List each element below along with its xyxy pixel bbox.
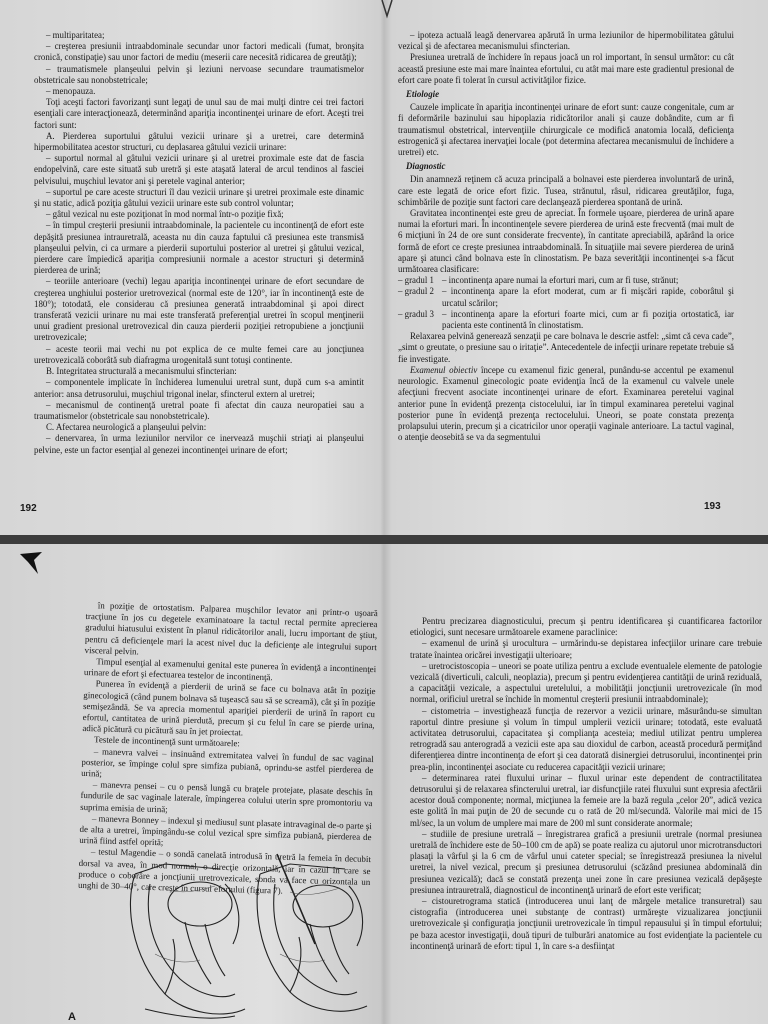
page-192-text-column (34, 30, 364, 485)
paragraph: – testul Magendie – o sondă canelată introdusă în uretră la femeia în decubit dorsal va avea, în mod normal, o direcţie orizontală, iar în cazul în care se produce o coborâre a joncţiunii uretrovezicale, sonda va face cu orizontala un unghi de 30–40°, care creşte în cursul efortului (figura 7). (77, 846, 372, 896)
paragraph: Punerea în evidenţă a pierderii de urină se face cu bolnava atât în poziţie ginecologică (când punem bolnava să tuşească sau să se screamă), cât şi în poziţie semişezândă. Se va aprecia momentul apariţiei pierderii de urină în raport cu efortul, cantitatea de urină pierdută, precum şi cu felul în care se pierde urina, adică picătură cu picătură sau în jet proiectat. (82, 678, 376, 738)
paragraph: – manevra pensei – cu o pensă lungă cu braţele protejate, plasate deschis în fundurile de sac vaginale laterale, împingerea colului uterin spre promontoriu va suprima emisia de urină; (80, 779, 373, 815)
exam-text: începe cu examenul fizic general, punându-se accentul pe examenul neurologic. Examenul ginecologic poate evidenţia încă de la examenul cu valvele unele afecţiuni frecvent asociate incontinenţei urinare de efort. Examinarea peretelui vaginal anterior pune în evidenţă prezenţa cistocelului, iar în timpul examinarea peretelui vaginal posterior pune în evidenţă prezenţa rectocelului. Uneori, se poate constata prezenţa prolapsului uterin, precum şi a cicatricilor unor operaţii vaginale anterioare. La tactul vaginal, o atenţie deosebită se va da segmentului (398, 364, 735, 443)
page-gap (0, 535, 768, 544)
torn-corner-mark (20, 550, 50, 576)
severity-grade-row (398, 275, 734, 286)
paragraph: – studiile de presiune uretrală – înregistrarea grafică a presiunii uretrale (normal presiunea uretrală de închidere este de 50–100 cm de apă) se poate realiza cu ajutorul unor microtransductori plasaţi la vârful şi la 6 cm de vârful unui cateter special; se înregistrează presiunea la nivelul uretrei, la nivel vezical, precum şi presiunea detrusorului (scăzând presiunea abdominală din presiunea vezicală); dacă se constată prezenţa unei zone în care presiunea vezicală depăşeşte presiunea intrauretrală, diagnosticul de incontinenţă urinară de efort este verificat; (410, 828, 762, 895)
list-item: – denervarea, în urma leziunilor nervilor ce inervează muşchii striaţi ai planşeului pelvine, este un factor esenţial al genezei incontinenţei urinare de efort; (34, 433, 364, 455)
figure-label-a: A (68, 1011, 76, 1023)
list-item: – creşterea presiunii intraabdominale secundar unor factori medicali (fumat, bronşita cronică, constipaţie) sau unor factori de mediu (meserii care necesită ridicarea de greutăţi); (34, 41, 364, 63)
paragraph: Timpul esenţial al examenului genital este punerea în evidenţă a incontinenţei urinare de efort şi efectuarea testelor de incontinenţă. (83, 656, 377, 683)
list-item: – mecanismul de continenţă uretral poate fi afectat din cauza neuropatiei sau a traumatismelor (obstetricale sau nonobstetricale). (34, 399, 364, 421)
list-item: – multiparitatea; (46, 30, 105, 40)
paragraph: – examenul de urină şi urocultura – urmărindu-se depistarea infecţiilor urinare care trebuie tratate înaintea oricărei investigaţii ulterioare; (410, 638, 762, 660)
grade-description: – incontinenţa apare numai la eforturi mari, cum ar fi tuse, strănut; (442, 275, 679, 286)
list-item: Toţi aceşti factori favorizanţi sunt legaţi de unul sau de mai mulţi dintre cei trei factori esenţiali care interacţionează, determinând apariţia incontinenţei urinare de efort. Aceşti trei factori sunt: (34, 97, 364, 130)
grade-label: – gradul 3 (398, 308, 434, 319)
left-lower-page (0, 544, 384, 1024)
left-lower-text-column (77, 600, 378, 896)
grade-description: – incontinenţa apare la efort moderat, cum ar fi mişcări rapide, coborâtul şi urcatul scărilor; (442, 286, 734, 308)
paragraph: – cistouretrograma statică (introducerea unui lanţ de mărgele metalice transuretral) sau cistografia (introducerea unei substanţe de contrast) urmăreşte vizualizarea joncţiunii uretrovezicale şi configuraţia joncţiunii uretrovezicale în timpul repausului şi în timpul efortului; pe baza acestor investigaţii, două tipuri de tulburări anatomice au fost evidenţiate la pacientele cu incontinenţă urinară de efort: tipul 1, în care s-a desfiinţat (410, 896, 762, 951)
factor-heading: B. Integritatea structurală a mecanismului sfincterian: (46, 366, 237, 377)
paragraph: – ipoteza actuală leagă denervarea apărută în urma leziunilor de hipermobilitatea gâtului vezical şi de afectarea mecanismului sfincterian. (398, 30, 734, 52)
list-item: – aceste teorii mai vechi nu pot explica de ce multe femei care au joncţiunea uretrovezicală coborâtă sub diafragma urogenitală sunt totuşi continente. (34, 343, 364, 365)
grade-description: – incontinenţa apare la eforturi foarte mici, cum ar fi poziţia ortostatică, iar pacienta este continentă în clinostatism. (442, 308, 734, 331)
clip-mark (380, 0, 394, 18)
paragraph: Presiunea uretrală de închidere în repaus joacă un rol important, în sensul următor: cu cât această presiune este mai mare înaintea efortului, cu atât mai mare este gradientul presional de efort care poate fi tolerat în cursul activităţilor fizice. (398, 52, 734, 85)
paragraph: – manevra valvei – insinuând extremitatea valvei în fundul de sac vaginal posterior, se împinge colul spre simfiza pubiană, oprindu-se astfel pierderea de urină; (81, 745, 374, 779)
list-item: – suportul normal al gâtului vezicii urinare şi al uretrei proximale este dat de fascia endopelvină, care este situată sub uretră şi este ataşată lateral de arcul tendinos al fasciei pelvisului, muşchiul levator ani şi peretele vaginal anterior; (34, 153, 364, 186)
page-193-text-column (398, 30, 734, 500)
pelvic-section-figure (105, 844, 384, 1024)
paragraph: – cistometria – investighează funcţia de rezervor a vezicii urinare, măsurându-se simultan raportul dintre presiune şi volum în timpul umplerii vezicii urinare; totodată, este evaluată activitatea detrusorului, capacitatea şi complianţa acesteia; mediul utilizat pentru umplerea retrogradă sau anterogradă a vezicii este apa sau dioxidul de carbon, această procedură permiţând diferenţierea dintre incontinenţa de efort şi cea datorată disinergiei detrusorului, incontinenţei prin prea-plin, incontinenţei asociate cu reducerea capacităţii vezicii urinare; (410, 705, 762, 772)
right-lower-page (384, 544, 768, 1024)
list-item: – suportul pe care aceste structuri îl dau vezicii urinare şi uretrei proximale este dinamic şi nu static, adică poziţia gâtului vezicii urinare este sub control voluntar; (34, 186, 364, 209)
list-item: – traumatismele planşeului pelvin şi leziuni nervoase secundare traumatismelor obstetricale sau nonobstetricale; (34, 63, 364, 85)
page-192 (0, 0, 384, 535)
exam-lead: Examenul obiectiv (410, 364, 478, 375)
paragraph: Gravitatea incontinenţei este greu de apreciat. În formele uşoare, pierderea de urină apare numai la eforturi mari. În incontinenţele severe pierderea de urină este frecventă (mai mult de 6 micţiuni în 24 de ore sunt considerate frecvente), în cantitate apreciabilă, apărând la orice formă de efort ce creşte presiunea intraabdominală. În situaţiile mai severe pierderea de urină apare şi atunci când bolnava este în clinostatism. Pe baza severităţii incontinenţei s-a făcut următoarea clasificare: (398, 208, 734, 275)
paragraph: Cauzele implicate în apariţia incontinenţei urinare de efort sunt: cauze congenitale, cum ar fi deformările bazinului sau hipoplazia ridicătorilor anali şi cauze dobândite, cum ar fi traumatismul obstetrical, intervenţiile chirurgicale ce modifică anatomia locală, deficienţa estrogenică şi afectarea inervaţiei locale (pot determina afectarea mecanismului de închidere a uretrei) etc. (398, 102, 734, 158)
paragraph: Pentru precizarea diagnosticului, precum şi pentru identificarea şi cuantificarea factorilor etiologici, sunt necesare următoarele examene paraclinice: (410, 616, 762, 638)
paragraph: în poziţie de ortostatism. Palparea muşchilor levator ani printr-o uşoară tracţiune în jos cu degetele examinatoare la tactul rectal permite aprecierea gradului hiatusului existent în planul ridicătorilor anali, lucru important de ştiut, pentru că deficienţele mari la acest nivel duc la deficienţe ale integrului suport visceral pelvin. (84, 600, 378, 657)
list-item: – în timpul creşterii presiunii intraabdominale, la pacientele cu incontinenţă de efort este depăşită presiunea intrauretrală, aceasta nu din cauza faptului că presiunea este transmisă planşeului pelvin, ci ca urmare a pierderii suportului posterior al uretrei şi gâtului vezical, pierdere care împiedică apariţia compresiunii normale a acestor structuri şi determină pierderea de urină; (34, 220, 364, 276)
paragraph: – manevra Bonney – indexul şi mediusul sunt plasate intravaginal de-o parte şi de alta a uretrei, împingându-se colul vezical spre simfiza pubiană, pierderea de urină fiind astfel oprită; (79, 813, 372, 848)
list-item: – componentele implicate în închiderea lumenului uretral sunt, după cum s-a amintit anterior: ansa detrusorului, muşchiul trigonal inelar, sfincterul extern al uretrei; (34, 377, 364, 399)
paragraph: Testele de incontinenţă sunt următoarele: (93, 734, 240, 749)
paragraph: Relaxarea pelvină generează senzaţii pe care bolnava le descrie astfel: „simt că ceva cade”, „simt o greutate, o presiune sau o iritaţie”. Antecedentele de infecţii urinare repetate trebuie să fie investigate. (398, 331, 734, 364)
list-item: – gâtul vezical nu este poziţionat în mod normal într-o poziţie fixă; (46, 209, 284, 220)
paragraph (398, 365, 734, 443)
page-number-192: 192 (20, 503, 37, 514)
page-193 (384, 0, 768, 535)
section-heading-diagnosis: Diagnostic (406, 161, 446, 172)
factor-heading: A. Pierderea suportului gâtului vezicii urinare şi a uretrei, care determină hipermobilitatea acestor structuri, cu deplasarea gâtului vezicii urinare: (34, 130, 364, 153)
right-lower-text-column (410, 616, 762, 1024)
page-number-193: 193 (704, 501, 721, 512)
section-heading-etiology: Etiologie (406, 89, 440, 100)
list-item: – teoriile anterioare (vechi) legau apariţia incontinenţei urinare de efort secundare de creşterea unghiului posterior uretrovezical (normal este de 120°, iar în incontinenţă este de 180°); totodată, ele considerau că presiunea generată intraabdominal şi apoi direct transferată vezicii urinare nu mai este transferată preferenţial uretrei în scopul menţinerii unui gradient presional uretrovezical din cauza pierderii poziţiei retropubiene a joncţiunii uretrovezicale; (34, 276, 364, 343)
paragraph: – determinarea ratei fluxului urinar – fluxul urinar este dependent de contractilitatea detrusorului şi de relaxarea sfincterului uretral, iar disfuncţiile ratei fluxului sunt expresia afectării acestor două componente; normal, micţiunea la femeie are la bază regula „celor 20”, adică vezica este golită în mai puţin de 20 de secunde cu o rată de 20 ml/secundă. Valorile mai mici de 15 ml/sec, la un volum de umplere mai mare de 200 ml sunt considerate anormale; (410, 772, 762, 828)
factor-heading: C. Afectarea neurologică a planşeului pelvin: (46, 422, 207, 433)
severity-grade-row (398, 309, 734, 331)
bottom-page-spread (0, 544, 768, 1024)
grade-label: – gradul 1 (398, 275, 434, 286)
paragraph: Din anamneză reţinem că acuza principală a bolnavei este pierderea involuntară de urină, care este legată de orice efort fizic. Tusea, strănutul, râsul, ridicarea greutăţilor, fuga, schimbările de poziţie sunt factori care declanşează pierderea spontană de urină. (398, 174, 734, 207)
paragraph: – uretrocistoscopia – uneori se poate utiliza pentru a exclude eventualele elemente de patologie vezicală (diverticuli, calculi, neoplazia), precum şi pentru evidenţierea cantităţii de urină reziduală, a capacităţii vezicale, a aspectului uretelului, a mobilităţii joncţiunii uretrovezicale (în mod normal, orificiul uretral se închide în momentul creşterii presiunii intraabdominale); (410, 660, 762, 705)
grade-label: – gradul 2 (398, 286, 434, 297)
list-item: – menopauza. (46, 86, 96, 97)
severity-grade-row (398, 286, 734, 308)
